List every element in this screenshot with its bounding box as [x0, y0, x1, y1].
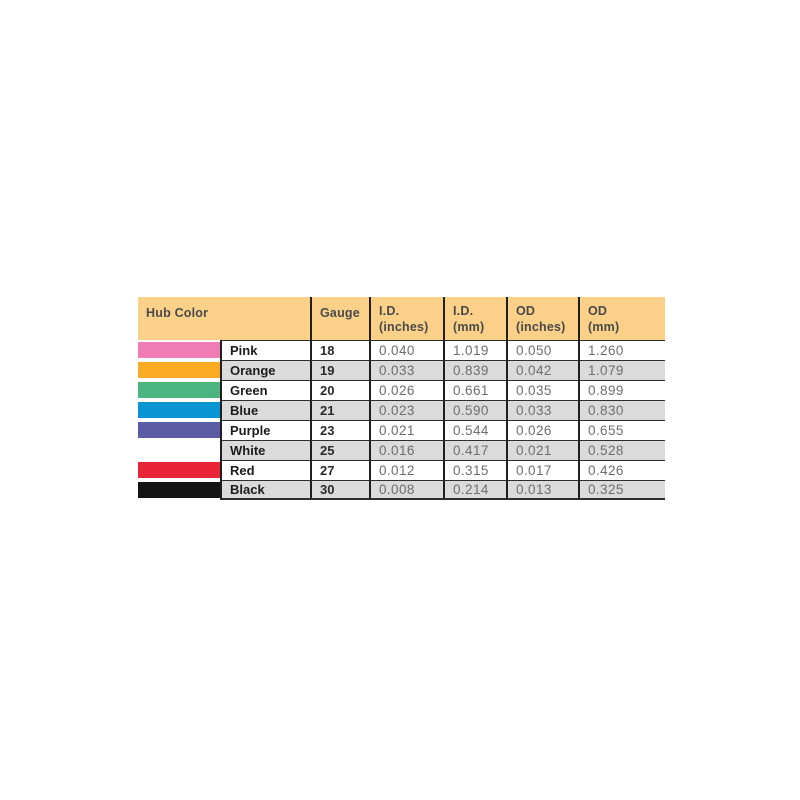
header-od-inches-label: OD [516, 304, 536, 318]
header-hub-color: Hub Color [146, 306, 209, 320]
id-inches-cell: 0.040 [369, 340, 443, 360]
header-od-inches [506, 297, 578, 340]
od-inches-cell: 0.035 [506, 380, 578, 400]
table-header-row [138, 297, 665, 340]
color-name-cell: Pink [220, 340, 310, 360]
id-inches-cell: 0.026 [369, 380, 443, 400]
od-inches-cell: 0.050 [506, 340, 578, 360]
color-swatch [138, 382, 220, 398]
od-inches-cell: 0.042 [506, 360, 578, 380]
od-mm-cell: 0.830 [578, 400, 665, 420]
swatch-cell [138, 340, 220, 360]
gauge-cell: 23 [310, 420, 369, 440]
header-id-inches-unit: (inches) [379, 320, 429, 335]
od-inches-cell: 0.033 [506, 400, 578, 420]
swatch-cell [138, 360, 220, 380]
header-id-mm-unit: (mm) [453, 320, 485, 335]
table-row [138, 360, 665, 380]
header-gauge: Gauge [310, 297, 369, 340]
id-inches-cell: 0.016 [369, 440, 443, 460]
swatch-cell [138, 380, 220, 400]
table-row [138, 420, 665, 440]
od-mm-cell: 0.899 [578, 380, 665, 400]
table-row [138, 380, 665, 400]
header-id-inches [369, 297, 443, 340]
od-inches-cell: 0.013 [506, 480, 578, 500]
gauge-cell: 21 [310, 400, 369, 420]
id-inches-cell: 0.033 [369, 360, 443, 380]
id-mm-cell: 0.839 [443, 360, 506, 380]
id-inches-cell: 0.021 [369, 420, 443, 440]
table-row [138, 340, 665, 360]
table-row [138, 480, 665, 500]
id-mm-cell: 0.590 [443, 400, 506, 420]
gauge-cell: 20 [310, 380, 369, 400]
header-od-mm [578, 297, 665, 340]
id-mm-cell: 1.019 [443, 340, 506, 360]
swatch-cell [138, 420, 220, 440]
color-swatch [138, 342, 220, 358]
od-inches-cell: 0.017 [506, 460, 578, 480]
color-name-cell: Orange [220, 360, 310, 380]
od-mm-cell: 0.325 [578, 480, 665, 500]
swatch-cell [138, 440, 220, 460]
header-id-inches-label: I.D. [379, 304, 400, 318]
swatch-cell [138, 400, 220, 420]
gauge-cell: 25 [310, 440, 369, 460]
color-swatch [138, 422, 220, 438]
hub-color-gauge-table [138, 297, 665, 500]
color-name-cell: Blue [220, 400, 310, 420]
table-row [138, 460, 665, 480]
id-mm-cell: 0.417 [443, 440, 506, 460]
od-mm-cell: 1.260 [578, 340, 665, 360]
color-name-cell: Red [220, 460, 310, 480]
color-swatch [138, 442, 220, 458]
swatch-cell [138, 480, 220, 500]
od-inches-cell: 0.026 [506, 420, 578, 440]
color-name-cell: White [220, 440, 310, 460]
color-name-cell: Green [220, 380, 310, 400]
od-inches-cell: 0.021 [506, 440, 578, 460]
id-inches-cell: 0.008 [369, 480, 443, 500]
id-mm-cell: 0.544 [443, 420, 506, 440]
header-od-inches-unit: (inches) [516, 320, 566, 335]
table-row [138, 440, 665, 460]
id-mm-cell: 0.661 [443, 380, 506, 400]
gauge-cell: 30 [310, 480, 369, 500]
id-inches-cell: 0.023 [369, 400, 443, 420]
color-name-cell: Purple [220, 420, 310, 440]
od-mm-cell: 1.079 [578, 360, 665, 380]
header-id-mm [443, 297, 506, 340]
color-swatch [138, 362, 220, 378]
table-row [138, 400, 665, 420]
swatch-cell [138, 460, 220, 480]
header-od-mm-unit: (mm) [588, 320, 620, 335]
id-mm-cell: 0.315 [443, 460, 506, 480]
header-id-mm-label: I.D. [453, 304, 474, 318]
color-swatch [138, 402, 220, 418]
gauge-cell: 19 [310, 360, 369, 380]
color-name-cell: Black [220, 480, 310, 500]
color-swatch [138, 462, 220, 478]
color-swatch [138, 482, 220, 498]
header-od-mm-label: OD [588, 304, 608, 318]
gauge-cell: 18 [310, 340, 369, 360]
od-mm-cell: 0.426 [578, 460, 665, 480]
id-inches-cell: 0.012 [369, 460, 443, 480]
gauge-cell: 27 [310, 460, 369, 480]
od-mm-cell: 0.655 [578, 420, 665, 440]
id-mm-cell: 0.214 [443, 480, 506, 500]
od-mm-cell: 0.528 [578, 440, 665, 460]
